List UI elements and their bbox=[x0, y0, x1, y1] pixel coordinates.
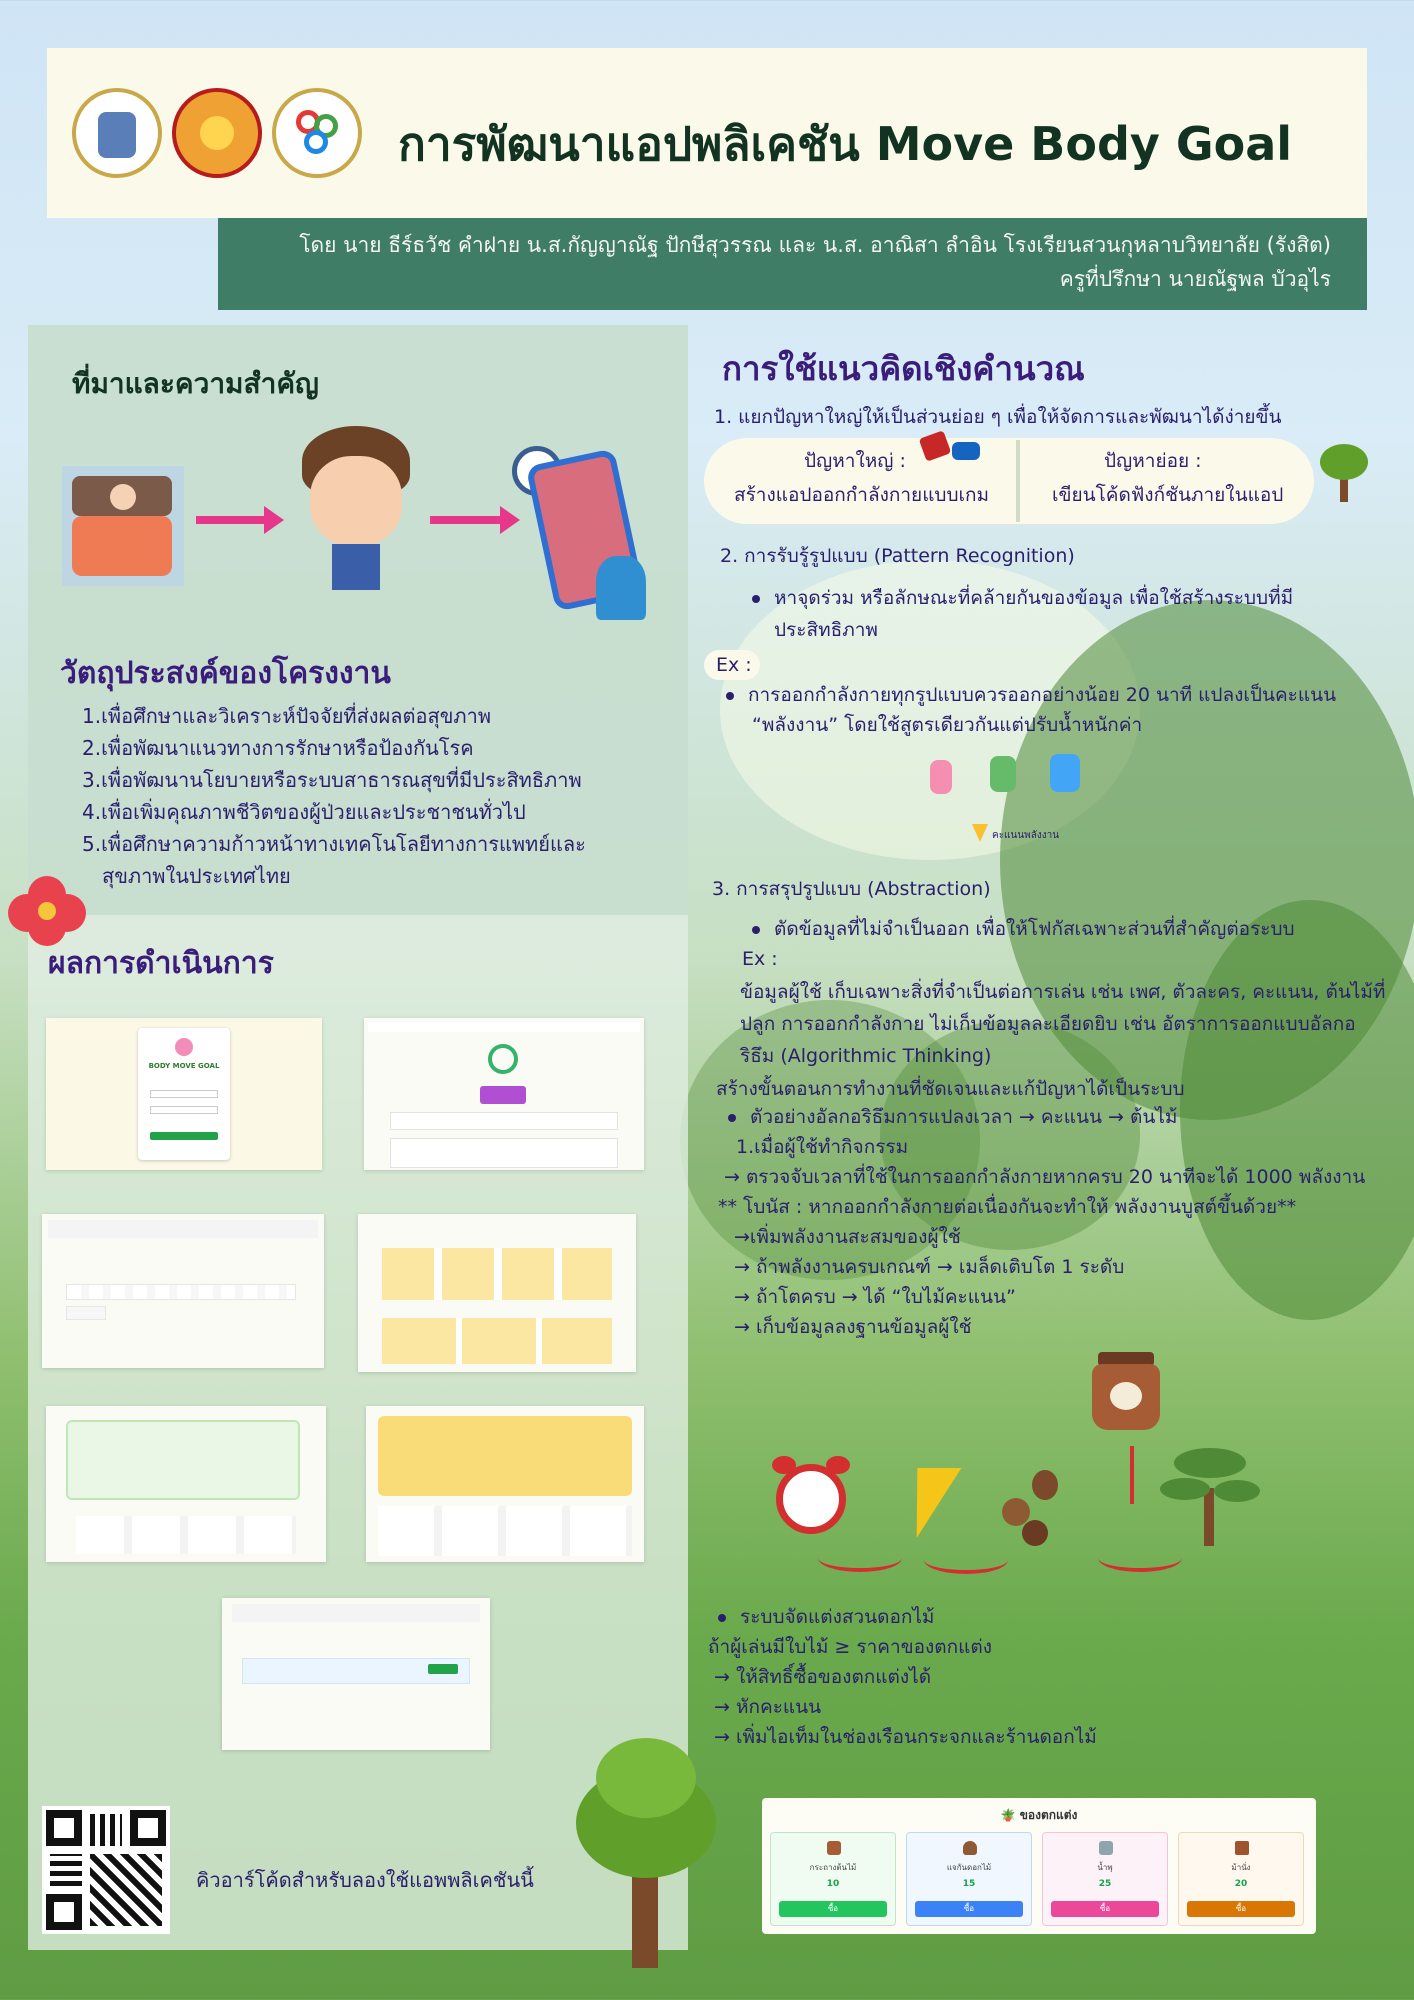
phone-clock-illustration bbox=[512, 446, 652, 626]
shop-item-name: แจกันดอกไม้ bbox=[946, 1863, 992, 1872]
objective-item: สุขภาพในประเทศไทย bbox=[102, 864, 291, 888]
step2-example-cont: “พลังงาน” โดยใช้สูตรเดียวกันแต่ปรับน้ำหนักค่า bbox=[752, 714, 1143, 736]
decoration-shop bbox=[762, 1798, 1316, 1934]
small-tree-icon bbox=[1316, 442, 1372, 502]
shop-item-price: 10 bbox=[826, 1879, 840, 1889]
results-heading: ผลการดำเนินการ bbox=[48, 946, 274, 981]
sub-problem-text: เขียนโค้ดฟังก์ชันภายในแอป bbox=[1052, 484, 1284, 506]
shop-item-card bbox=[906, 1832, 1032, 1926]
objective-item: 5.เพื่อศึกษาความก้าวหน้าทางเทคโนโลยีทางการแพทย์และ bbox=[82, 832, 586, 856]
page-title: การพัฒนาแอปพลิเคชัน Move Body Goal bbox=[398, 117, 1293, 171]
curved-arrow-icon bbox=[1098, 1544, 1182, 1572]
buy-button[interactable]: ซื้อ bbox=[1051, 1901, 1159, 1917]
app-screenshot-plant-shop bbox=[358, 1214, 636, 1372]
vase-icon bbox=[963, 1841, 977, 1855]
seeds-icon bbox=[998, 1470, 1074, 1550]
flower-icon bbox=[8, 876, 86, 946]
shop-title: 🪴 ของตกแต่ง bbox=[1000, 1808, 1078, 1822]
bonsai-tree-icon bbox=[1160, 1448, 1260, 1548]
curved-arrow-icon bbox=[924, 1546, 1008, 1574]
app-screenshot-dashboard bbox=[364, 1018, 644, 1170]
authors-line: โดย นาย ธีร์ธวัช คำฝาย น.ส.กัญญาณัฐ ปักษีสุวรรณ และ น.ส. อาณิสา ลำอิน โรงเรียนสวนกุหลาบวิทยาลัย (รังสิต) bbox=[299, 233, 1331, 257]
ex-label: Ex : bbox=[716, 654, 752, 676]
step3-ex-label: Ex : bbox=[742, 948, 778, 970]
buy-button[interactable]: ซื้อ bbox=[915, 1901, 1023, 1917]
school-seal-logo bbox=[72, 88, 162, 178]
app-screenshot-login bbox=[46, 1018, 322, 1170]
shop-item-card bbox=[1042, 1832, 1168, 1926]
arrow-right-icon bbox=[264, 506, 284, 534]
app-screenshot-profile bbox=[222, 1598, 490, 1750]
sub-problem-label: ปัญหาย่อย : bbox=[1104, 450, 1202, 472]
arrow-right-icon bbox=[430, 516, 508, 524]
seed-bag-icon bbox=[1092, 1352, 1160, 1430]
shop-item-name: กระถางต้นไม้ bbox=[809, 1863, 857, 1872]
energy-caption: คะแนนพลังงาน bbox=[992, 830, 1060, 841]
shop-item-card bbox=[770, 1832, 896, 1926]
shop-item-price: 20 bbox=[1234, 1879, 1248, 1889]
step3-bullet: ตัดข้อมูลที่ไม่จำเป็นออก เพื่อให้โฟกัสเฉพาะส่วนที่สำคัญต่อระบบ bbox=[752, 914, 1295, 944]
advisor-line: ครูที่ปรึกษา นายณัฐพล บัวอุไร bbox=[1059, 267, 1331, 291]
garden-rules: ถ้าผู้เล่นมีใบไม้ ≥ ราคาของตกแต่ง → ให้สิทธิ์ซื้อของตกแต่งได้ → หักคะแนน → เพิ่มไอเท็มในช่องเรือนกระจกและร้านดอกไม้ bbox=[708, 1636, 1097, 1748]
step2-text: 2. การรับรู้รูปแบบ (Pattern Recognition) bbox=[720, 545, 1075, 567]
objective-item: 3.เพื่อพัฒนานโยบายหรือระบบสาธารณสุขที่มีประสิทธิภาพ bbox=[82, 768, 582, 792]
objectives-list bbox=[82, 700, 586, 892]
step3-text: 3. การสรุปรูปแบบ (Abstraction) bbox=[712, 878, 991, 900]
algorithm-bullet: ตัวอย่างอัลกอริธึมการแปลงเวลา → คะแนน → ต้นไม้ bbox=[728, 1102, 1177, 1132]
objective-item: 4.เพื่อเพิ่มคุณภาพชีวิตของผู้ป่วยและประชาชนทั่วไป bbox=[82, 800, 526, 824]
step2-example: การออกกำลังกายทุกรูปแบบควรออกอย่างน้อย 20 นาที แปลงเป็นคะแนน bbox=[726, 680, 1336, 710]
shop-item-card bbox=[1178, 1832, 1304, 1926]
dumbbell-icon bbox=[922, 434, 982, 462]
app-screenshot-flower-store bbox=[366, 1406, 644, 1562]
bench-icon bbox=[1235, 1841, 1249, 1855]
arrow-down-icon bbox=[1130, 1446, 1134, 1504]
big-problem-text: สร้างแอปออกกำลังกายแบบเกม bbox=[734, 484, 990, 506]
thammasat-university-logo bbox=[172, 88, 262, 178]
fountain-icon bbox=[1099, 1841, 1113, 1855]
buy-button[interactable]: ซื้อ bbox=[1187, 1901, 1295, 1917]
lightning-icon bbox=[895, 1468, 962, 1538]
bullet-icon bbox=[718, 1614, 726, 1622]
byline-banner bbox=[218, 218, 1367, 310]
big-problem-label: ปัญหาใหญ่ : bbox=[804, 450, 906, 472]
app-screenshot-seed-grid bbox=[42, 1214, 324, 1368]
planter-icon bbox=[827, 1841, 841, 1855]
background-heading: ที่มาและความสำคัญ bbox=[72, 367, 319, 400]
qr-caption: คิวอาร์โค้ดสำหรับลองใช้แอพพลิเคชันนี้ bbox=[196, 1868, 534, 1892]
app-login-title: BODY MOVE GOAL bbox=[148, 1062, 220, 1070]
tree-illustration bbox=[566, 1738, 726, 1968]
step3-example: ข้อมูลผู้ใช้ เก็บเฉพาะสิ่งที่จำเป็นต่อการเล่น เช่น เพศ, ตัวละคร, คะแนน, ต้นไม้ที่ ปลูก การออกกำลังกาย ไม่เก็บข้อมูลละเอียดยิบ เช่น อัตราการออกแบบอัลกอ ริธึม (Algorithmic Thinking) bbox=[740, 981, 1386, 1067]
arrow-right-icon bbox=[196, 516, 274, 524]
shop-item-price: 25 bbox=[1098, 1879, 1112, 1889]
alarm-clock-icon bbox=[772, 1456, 850, 1542]
card-divider bbox=[1016, 440, 1020, 522]
step2-bullet-cont: ประสิทธิภาพ bbox=[774, 619, 878, 641]
tired-boy-illustration bbox=[296, 426, 416, 590]
objectives-heading: วัตถุประสงค์ของโครงงาน bbox=[60, 656, 391, 691]
algorithm-intro: สร้างขั้นตอนการทำงานที่ชัดเจนและแก้ปัญหาได้เป็นระบบ bbox=[716, 1078, 1185, 1100]
science-program-logo bbox=[272, 88, 362, 178]
algorithm-steps: 1.เมื่อผู้ใช้ทำกิจกรรม → ตรวจจับเวลาที่ใช้ในการออกกำลังกายหากครบ 20 นาทีจะได้ 1000 พลังงาน ** โบนัส : หากออกกำลังกายต่อเนื่องกันจะทำให้ พลังงานบูสต์ขึ้นด้วย** →เพิ่มพลังงานสะสมของผู้ใช้ → ถ้าพลังงานครบเกณฑ์ → เมล็ดเติบโต 1 ระดับ → ถ้าโตครบ → ได้ “ใบไม้คะแนน” → เก็บข้อมูลลงฐานข้อมูลผู้ใช้ bbox=[718, 1136, 1366, 1338]
computational-thinking-heading: การใช้แนวคิดเชิงคำนวณ bbox=[722, 349, 1085, 388]
bullet-icon bbox=[752, 926, 760, 934]
app-screenshot-greenhouse bbox=[46, 1406, 326, 1562]
shop-item-name: ม้านั่ง bbox=[1231, 1863, 1251, 1872]
step2-bullet: หาจุดร่วม หรือลักษณะที่คล้ายกันของข้อมูล เพื่อใช้สร้างระบบที่มี bbox=[752, 583, 1293, 613]
curved-arrow-icon bbox=[818, 1544, 902, 1572]
objective-item: 2.เพื่อพัฒนาแนวทางการรักษาหรือป้องกันโรค bbox=[82, 736, 474, 760]
objective-item: 1.เพื่อศึกษาและวิเคราะห์ปัจจัยที่ส่งผลต่อสุขภาพ bbox=[82, 704, 492, 728]
lying-person-illustration bbox=[62, 466, 184, 586]
shop-item-name: น้ำพุ bbox=[1097, 1863, 1113, 1872]
garden-bullet: ระบบจัดแต่งสวนดอกไม้ bbox=[718, 1602, 934, 1632]
bullet-icon bbox=[728, 1114, 736, 1122]
bullet-icon bbox=[726, 692, 734, 700]
buy-button[interactable]: ซื้อ bbox=[779, 1901, 887, 1917]
bullet-icon bbox=[752, 595, 760, 603]
step1-text: 1. แยกปัญหาใหญ่ให้เป็นส่วนย่อย ๆ เพื่อให้จัดการและพัฒนาได้ง่ายขึ้น bbox=[714, 406, 1282, 428]
shop-item-price: 15 bbox=[962, 1879, 976, 1889]
qr-code bbox=[42, 1806, 170, 1934]
